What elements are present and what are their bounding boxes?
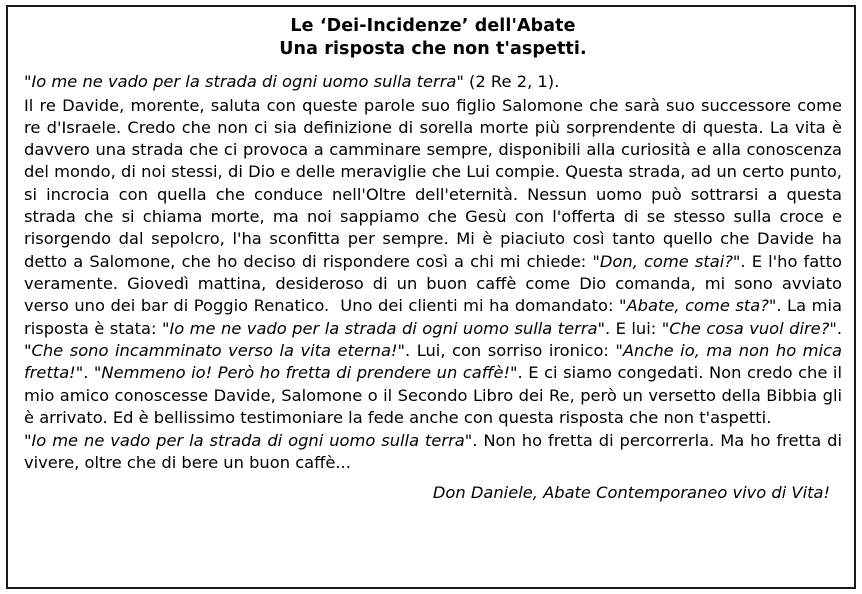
document-title-line-1: Le ‘Dei-Incidenze’ dell'Abate [290, 16, 576, 36]
paragraph-closing: "Io me ne vado per la strada di ogni uomo sulla terra". Non ho fretta di percorrerla. Ma ho fretta di vivere, oltre che di bere un buon caffè... [24, 430, 842, 472]
document-border-frame [6, 5, 856, 589]
paragraph-opening-quote: "Io me ne vado per la strada di ogni uomo sulla terra" (2 Re 2, 1). [24, 72, 560, 92]
document-signature: Don Daniele, Abate Contemporaneo vivo di Vita! [432, 483, 830, 503]
paragraph-main-body: Il re Davide, morente, saluta con queste parole suo figlio Salomone che sarà suo successore come re d'Israele. Credo che non ci sia definizione di sorella morte più sorprendente di questa. La vita è davvero una strada che ci provoca a camminare sempre, disponibili alla curiosità e alla conoscenza del mondo, di noi stessi, di Dio e delle meraviglie che Lui compie. Questa strada, ad un certo punto, si incrocia con quella che conduce nell'Oltre dell'eternità. Nessun uomo può sottrarsi a questa strada che si chiama morte, ma noi sappiamo che Gesù con l'offerta di se stesso sulla croce e risorgendo dal sepolcro, l'ha sconfitta per sempre. Mi è piaciuto così tanto quello che Davide ha detto a Salomone, che ho deciso di rispondere così a chi mi chiede: "Don, come stai?". E l'ho fatto veramente. Giovedì mattina, desideroso di un buon caffè come Dio comanda, mi sono avviato verso uno dei bar di Poggio Renatico. Uno dei clienti mi ha domandato: "Abate, come sta?". La mia risposta è stata: "Io me ne vado per la strada di ogni uomo sulla terra". E lui: "Che cosa vuol dire?". "Che sono incamminato verso la vita eterna!". Lui, con sorriso ironico: "Anche io, ma non ho mica fretta!". "Nemmeno io! Però ho fretta di prendere un caffè!". E ci siamo congedati. Non credo che il mio amico conoscesse Davide, Salomone o il Secondo Libro dei Re, però un versetto della Bibbia gli è arrivato. Ed è bellissimo testimoniare la fede anche con questa risposta che non t'aspetti. [24, 95, 843, 427]
document-title-block [24, 15, 842, 61]
document-content [24, 15, 842, 502]
document-title-line-2: Una risposta che non t'aspetti. [279, 39, 587, 60]
document-body [24, 71, 842, 474]
